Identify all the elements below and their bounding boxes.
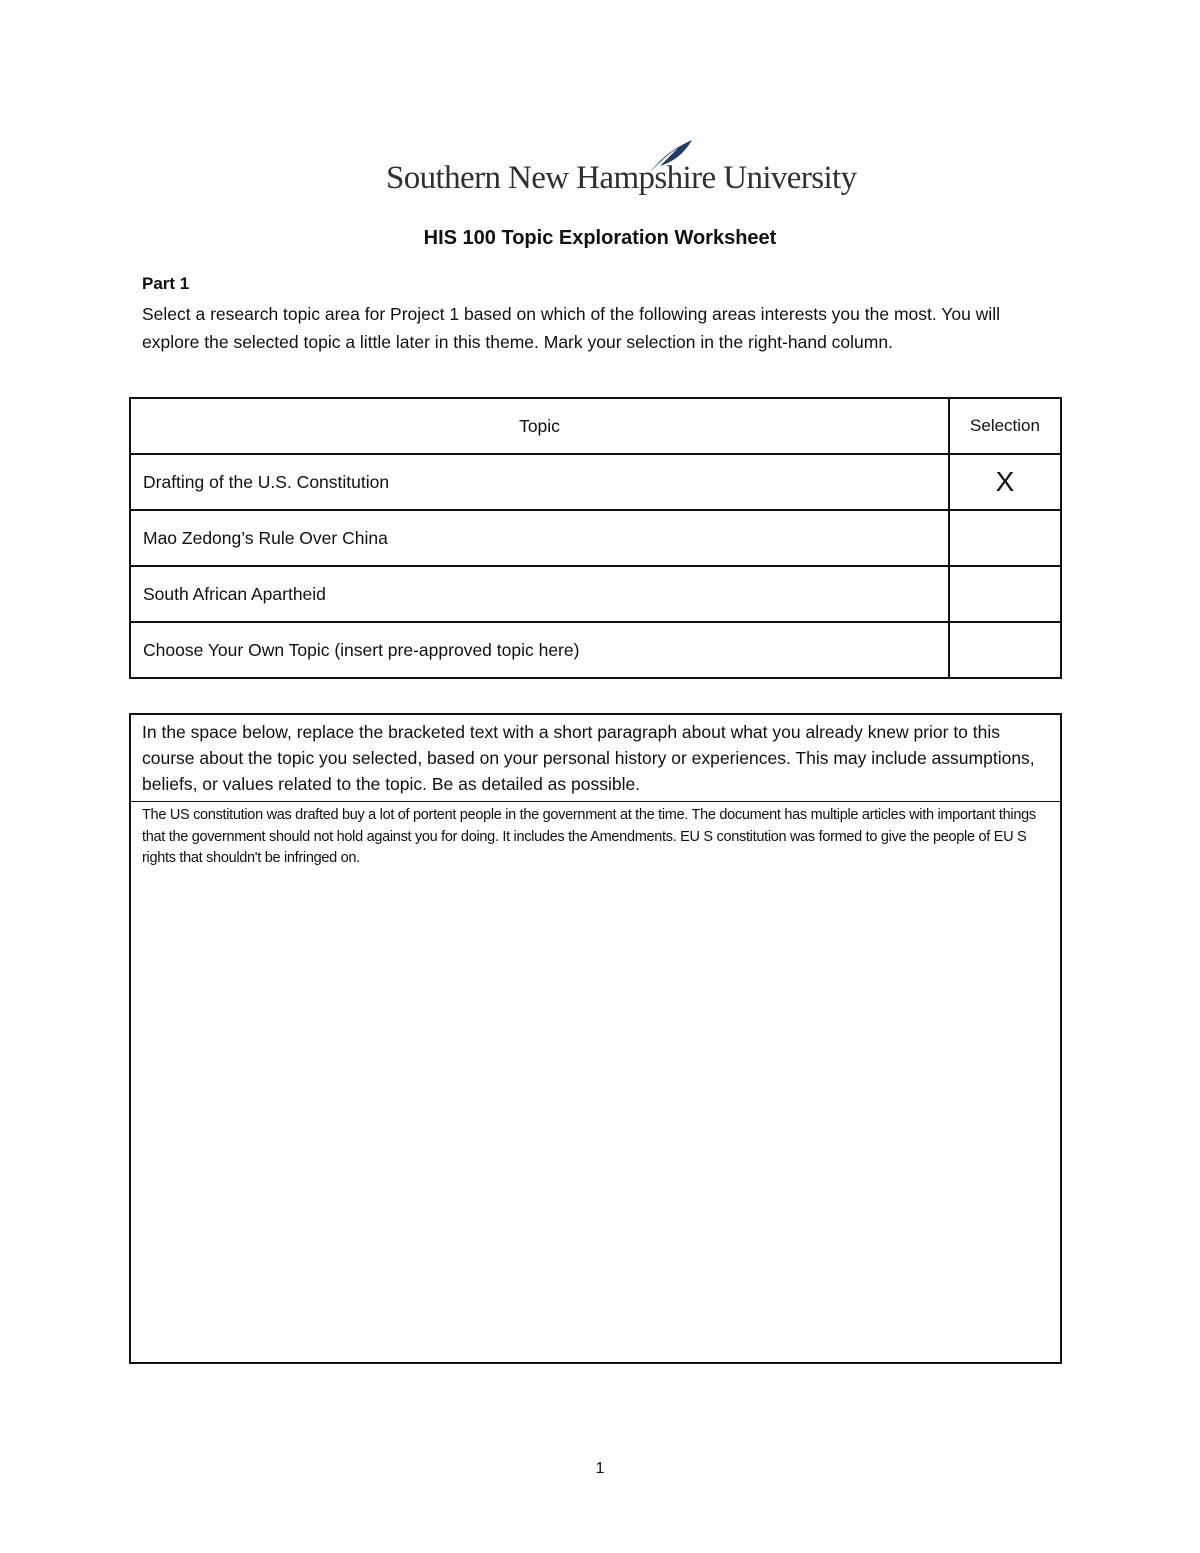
university-logo <box>386 138 857 210</box>
selection-column-header: Selection <box>949 398 1061 454</box>
prior-knowledge-prompt: In the space below, replace the bracketed text with a short paragraph about what you already knew prior to this course about the topic you selected, based on your personal history or experiences. This may include assumptions, beliefs, or values related to the topic. Be as detailed as possible. <box>131 715 1060 802</box>
topic-cell: Drafting of the U.S. Constitution <box>130 454 949 510</box>
table-row <box>130 622 1061 678</box>
part-heading: Part 1 <box>142 274 190 293</box>
university-name: Southern New Hampshire University <box>386 160 857 196</box>
page-number: 1 <box>595 1460 605 1477</box>
selection-cell[interactable]: X <box>949 454 1061 510</box>
table-row <box>130 566 1061 622</box>
topic-cell: Choose Your Own Topic (insert pre-approved topic here) <box>130 622 949 678</box>
topic-cell: South African Apartheid <box>130 566 949 622</box>
table-row <box>130 454 1061 510</box>
selection-cell[interactable] <box>949 622 1061 678</box>
prior-knowledge-box <box>129 713 1062 1364</box>
table-header-row <box>130 398 1061 454</box>
selection-cell[interactable] <box>949 566 1061 622</box>
part-instructions: Select a research topic area for Project 1 based on which of the following areas interests you the most. You will explore the selected topic a little later in this theme. Mark your selection in the right-hand column. <box>142 304 1000 352</box>
table-row <box>130 510 1061 566</box>
topic-cell: Mao Zedong’s Rule Over China <box>130 510 949 566</box>
worksheet-title: HIS 100 Topic Exploration Worksheet <box>423 227 777 249</box>
prior-knowledge-answer[interactable]: The US constitution was drafted buy a lot of portent people in the government at the time. The document has multiple articles with important things that the government should not hold against you for doing. It includes the Amendments. EU S constitution was formed to give the people of EU S rights that shouldn't be infringed on. <box>142 807 1036 866</box>
selection-cell[interactable] <box>949 510 1061 566</box>
topic-selection-table <box>129 397 1062 679</box>
topic-column-header: Topic <box>130 398 949 454</box>
